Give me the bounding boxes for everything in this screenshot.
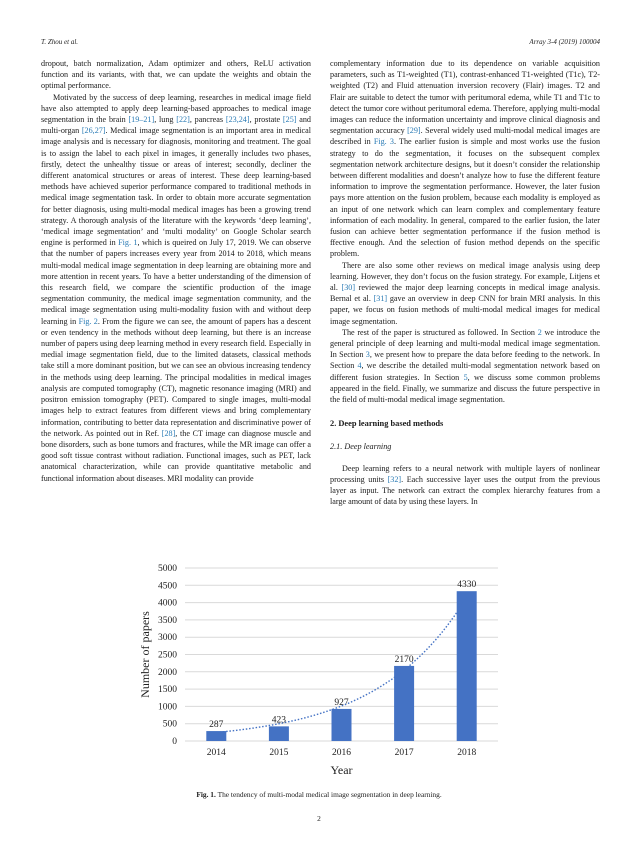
citation-link[interactable]: Fig. 1 bbox=[118, 238, 138, 248]
y-tick-label: 3500 bbox=[158, 615, 177, 626]
body-text: complementary information due to its dependence on variable acquisition parameters, such as T1-weighted (T1), contrast-enhanced T1-weighted (T1c), T2-weighted (T2) and Fluid attenuation inversion recovery (Flair) images. T2 and Flair are suitable to detect the tumor with peritumoral edema, while T1 and T1c to detect the tumor core without peritumoral edema. Therefore, applying multi-modal images can reduce the information uncertainty and improve clinical diagnosis and segmentation accuracy bbox=[330, 59, 600, 136]
x-tick-label: 2018 bbox=[457, 748, 477, 758]
y-tick-label: 4500 bbox=[158, 581, 177, 592]
body-text: gave an overview in deep CNN for brain MRI analysis. In this paper, we focus on fusion methods of multi-modal medical images for medical image segmentation. bbox=[330, 294, 600, 326]
body-text: , we describe the detailed multi-modal segmentation network based on different fusion strategies. In Section bbox=[330, 361, 600, 382]
citation-link[interactable]: [25] bbox=[282, 115, 297, 125]
section-paragraph bbox=[330, 463, 600, 508]
paragraph bbox=[41, 92, 311, 484]
body-text: , we discuss some common problems appeared in the field. Finally, we summarize and discuss the future perspective in the field of multi-modal medical image segmentation. bbox=[330, 372, 600, 405]
body-text: , the CT image can diagnose muscle and bone disorders, such as bone tumors and fractures, while the MR image can offer a good soft tissue contrast without radiation. Functional images, such as PET, lack anatomical characterization, while can provide quantitative metabolic and functional information about diseases. MRI modality can provide bbox=[41, 428, 311, 483]
citation-link[interactable]: Fig. 2 bbox=[78, 316, 98, 326]
citation-link[interactable]: Fig. 3 bbox=[373, 137, 394, 147]
paragraph bbox=[330, 58, 600, 260]
body-text: . The earlier fusion is simple and most works use the fusion strategy to do the segmentation, it focuses on the subsequent complex segmentation network architecture designs, but it doesn’t consider the relationship between different modalities and doesn’t analyze how to fuse the different feature information to improve the segmentation performance. However, the later fusion pays more attention on the fusion problem, because each modality is employed as an input of one network which can learn complex and complementary feature information of each modality. In general, compared to the earlier fusion, the later fusion can achieve better segmentation performance if the fusion method is ffective enough. And the selection of fusion method depends on the specific problem. bbox=[330, 137, 601, 259]
data-label: 927 bbox=[334, 697, 349, 708]
data-label: 287 bbox=[209, 720, 224, 731]
body-text: . Medical image segmentation is an important area in medical image analysis and is necessary for diagnosis, monitoring and treatment. The goal is to assign the label to each pixel in images, it generally includes two phases, firstly, detect the unhealthy tissue or areas of interest; secondly, decliner the different anatomical structures or areas of interest. These deep learning-based methods have achieved superior performance compared to traditional methods in medical image segmentation task. In order to obtain more accurate segmentation for better diagnosis, using multi-modal medical images has been a growing trend strategy. A thorough analysis of the literature with the keywords ‘deep learning’, ‘medical image segmentation’ and ‘multi modality’ on Google Scholar search engine is performed in bbox=[41, 126, 311, 248]
page-number: 2 bbox=[317, 814, 321, 823]
body-text: Motivated by the success of deep learning, researches in medical image field have also attempted to apply deep learning-based approaches to medical image segmentation in the brain bbox=[41, 92, 311, 125]
y-tick-label: 5000 bbox=[158, 564, 177, 574]
body-text: , we present how to prepare the data before feeding to the network. In Section bbox=[330, 350, 600, 371]
paragraph bbox=[41, 58, 311, 92]
y-tick-label: 2500 bbox=[158, 650, 177, 661]
citation-link[interactable]: [19–21] bbox=[128, 115, 155, 125]
running-head-authors: T. Zhou et al. bbox=[41, 38, 79, 46]
papers-bar-chart bbox=[120, 555, 520, 785]
citation-link[interactable]: [30] bbox=[341, 283, 356, 293]
data-label: 4330 bbox=[457, 580, 477, 591]
body-text: Deep learning refers to a neural network with multiple layers of nonlinear processing units bbox=[330, 463, 600, 484]
body-text: . Several widely used multi-modal medical images are described in bbox=[330, 126, 601, 147]
body-text: reviewed the major deep learning concepts in medical image analysis. Bernal et al. bbox=[330, 283, 600, 304]
body-text: , pancreas bbox=[189, 115, 226, 125]
citation-link[interactable]: [23,24] bbox=[225, 115, 250, 125]
right-column bbox=[330, 58, 600, 508]
left-column bbox=[41, 58, 311, 484]
y-tick-label: 2000 bbox=[158, 667, 177, 678]
body-text: There are also some other reviews on medical image analysis using deep learning. However, they don’t focus on the fusion strategy. For example, Litjens et al. bbox=[330, 260, 600, 293]
x-tick-label: 2016 bbox=[332, 748, 351, 758]
y-tick-label: 0 bbox=[172, 737, 177, 747]
caption-text: The tendency of multi-modal medical image segmentation in deep learning. bbox=[217, 790, 442, 799]
paragraph bbox=[330, 260, 600, 327]
citation-link[interactable]: [32] bbox=[387, 474, 402, 484]
right-column-paragraphs bbox=[330, 58, 600, 405]
running-head-journal: Array 3-4 (2019) 100004 bbox=[529, 38, 600, 46]
citation-link[interactable]: 2 bbox=[537, 327, 542, 337]
bar-2015 bbox=[269, 726, 289, 741]
bar-2017 bbox=[394, 666, 414, 741]
x-axis-title: Year bbox=[330, 763, 353, 777]
data-label: 2170 bbox=[394, 654, 414, 665]
data-label: 423 bbox=[271, 715, 287, 726]
body-text: The rest of the paper is structured as followed. In Section bbox=[342, 327, 538, 337]
x-tick-label: 2015 bbox=[269, 748, 289, 758]
citation-link[interactable]: [28] bbox=[161, 428, 176, 438]
x-tick-label: 2017 bbox=[394, 748, 414, 758]
figure-1 bbox=[120, 555, 520, 785]
y-axis-title: Number of papers bbox=[138, 611, 152, 698]
paragraph bbox=[330, 327, 600, 405]
y-tick-label: 3000 bbox=[158, 633, 177, 644]
body-text: , which is queired on July 17, 2019. We can observe that the number of papers increases every year from 2014 to 2018, which means multi-modal medical image segmentation in deep learning are obtaining more and more attention in recent years. To have a better understanding of the dimension of this research field, we compare the scientific production of the image segmentation community, the medical image segmentation community, and the medical image segmentation using multi-modality fusion with and without deep learning in bbox=[41, 238, 311, 326]
body-text: , lung bbox=[154, 115, 177, 125]
section-heading: 2. Deep learning based methods bbox=[330, 419, 444, 429]
body-text: and multi-organ bbox=[41, 115, 311, 136]
body-text: we introduce the general principle of deep learning and multi-modal medical image segmentation. In Section bbox=[330, 327, 600, 360]
caption-label: Fig. 1. bbox=[196, 790, 216, 799]
bar-2014 bbox=[206, 731, 226, 741]
citation-link[interactable]: [31] bbox=[373, 294, 388, 304]
citation-link[interactable]: [22] bbox=[176, 115, 190, 125]
y-tick-label: 1000 bbox=[158, 702, 177, 713]
citation-link[interactable]: [26,27] bbox=[81, 126, 106, 136]
y-tick-label: 1500 bbox=[158, 685, 177, 696]
figure-caption bbox=[0, 790, 638, 799]
citation-link[interactable]: [29] bbox=[407, 126, 421, 136]
y-tick-label: 500 bbox=[162, 719, 177, 730]
body-text: , prostate bbox=[249, 115, 283, 125]
subsection-heading: 2.1. Deep learning bbox=[330, 441, 392, 451]
body-text: . Each successive layer uses the output from the previous layer as input. The network can extract the complex hierarchy features from a large amount of data by using these layers. In bbox=[330, 474, 600, 507]
body-text: dropout, batch normalization, Adam optimizer and others, ReLU activation function and its variants, with that, we can update the weights and obtain the optimal performance. bbox=[41, 59, 311, 91]
citation-link[interactable]: 5 bbox=[463, 372, 468, 382]
bar-2018 bbox=[457, 591, 477, 741]
citation-link[interactable]: 3 bbox=[365, 350, 370, 360]
bar-2016 bbox=[332, 709, 352, 741]
y-tick-label: 4000 bbox=[158, 598, 177, 609]
body-text: . From the figure we can see, the amount of papers has a descent or even tendency in the methods without deep learning, but there is an increase number of papers using deep learning method in every research field. Especially in medial image segmentation field, due to the limited datasets, classical methods take still a more dominant position, but we can see an obvious increasing tendency in the methods using deep learning. The principal modalities in medical images analysis are computed tomography (CT), magnetic resonance imaging (MRI) and positron emission tomography (PET). Compared to single images, multi-modal images help to extract features from different views and bring complementary information, contributing to better data representation and discriminative power of the network. As pointed out in Ref. bbox=[41, 316, 311, 438]
citation-link[interactable]: 4 bbox=[357, 361, 362, 371]
x-tick-label: 2014 bbox=[206, 748, 226, 758]
